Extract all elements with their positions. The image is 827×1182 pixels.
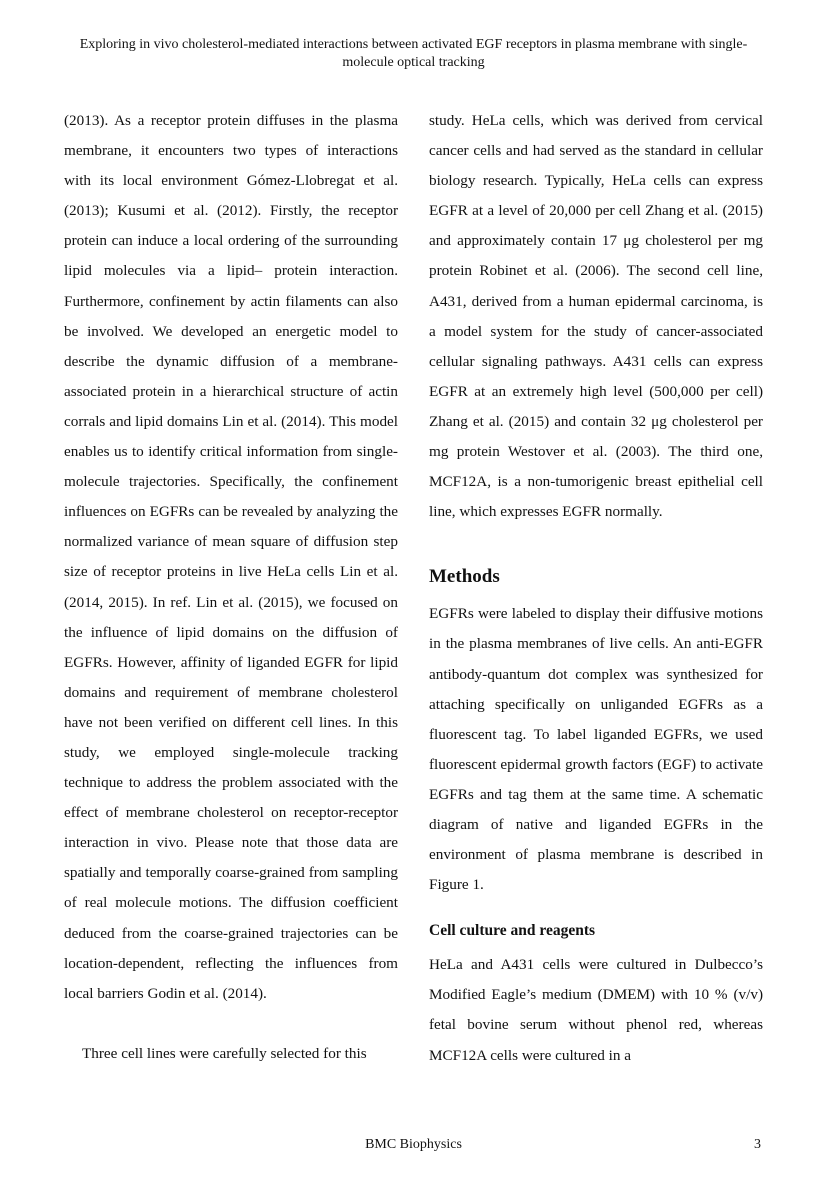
subsection-heading-cell-culture: Cell culture and reagents — [429, 922, 596, 940]
running-title: Exploring in vivo cholesterol-mediated interactions between activated EGF receptors in plasma membrane with single-molecule optical tracking — [79, 37, 748, 70]
section-heading-methods: Methods — [429, 566, 500, 588]
body-paragraph: EGFRs were labeled to display their diffusive motions in the plasma membranes of live cells. An anti-EGFR antibody-quantum dot complex was synthesized for attaching specifically on unliganded EGFRs as a fluorescent tag. To label liganded EGFRs, we used fluorescent epidermal growth factors (EGF) to activate EGFRs and tag them at the same time. A schematic diagram of native and liganded EGFRs in the environment of plasma membrane is described in Figure 1. — [429, 605, 763, 894]
footer-journal-name: BMC Biophysics — [365, 1137, 462, 1152]
body-paragraph: HeLa and A431 cells were cultured in Dulbecco’s Modified Eagle’s medium (DMEM) with 10 % (v/v) fetal bovine serum without phenol red, whereas MCF12A cells were cultured in a — [429, 956, 763, 1064]
body-paragraph: (2013). As a receptor protein diffuses in the plasma membrane, it encounters two types of interactions with its local environment Gómez-Llobregat et al. (2013); Kusumi et al. (2012). Firstly, the receptor protein can induce a local ordering of the surrounding lipid molecules via a lipid– protein interaction. Furthermore, confinement by actin filaments can also be involved. We developed an energetic model to describe the dynamic diffusion of a membrane-associated protein in a hierarchical structure of actin corrals and lipid domains Lin et al. (2014). This model enables us to identify critical information from single-molecule trajectories. Specifically, the confinement influences on EGFRs can be revealed by analyzing the normalized variance of mean square of diffusion step size of receptor proteins in live HeLa cells Lin et al. (2014, 2015). In ref. Lin et al. (2015), we focused on the influence of lipid domains on the diffusion of EGFRs. However, affinity of liganded EGFR for lipid domains and requirement of membrane cholesterol have not been verified on different cell lines. In this study, we employed single-molecule tracking technique to address the problem associated with the effect of membrane cholesterol on receptor-receptor interaction in vivo. Please note that those data are spatially and temporally coarse-grained from sampling of real molecule motions. The diffusion coefficient deduced from the coarse-grained trajectories can be location-dependent, reflecting the influences from local barriers Godin et al. (2014). — [64, 112, 398, 1002]
right-column — [429, 106, 763, 1071]
left-column — [64, 106, 398, 1069]
body-paragraph: Three cell lines were carefully selected for this — [82, 1044, 367, 1062]
page-number: 3 — [754, 1137, 761, 1152]
body-paragraph: study. HeLa cells, which was derived from cervical cancer cells and had served as the standard in cellular biology research. Typically, HeLa cells can express EGFR at a level of 20,000 per cell Zhang et al. (2015) and approximately contain 17 μg cholesterol per mg protein Robinet et al. (2006). The second cell line, A431, derived from a human epidermal carcinoma, is a model system for the study of cancer-associated cellular signaling pathways. A431 cells can express EGFR at an extremely high level (500,000 per cell) Zhang et al. (2015) and contain 32 μg cholesterol per mg protein Westover et al. (2003). The third one, MCF12A, is a non-tumorigenic breast epithelial cell line, which expresses EGFR normally. — [429, 112, 763, 521]
